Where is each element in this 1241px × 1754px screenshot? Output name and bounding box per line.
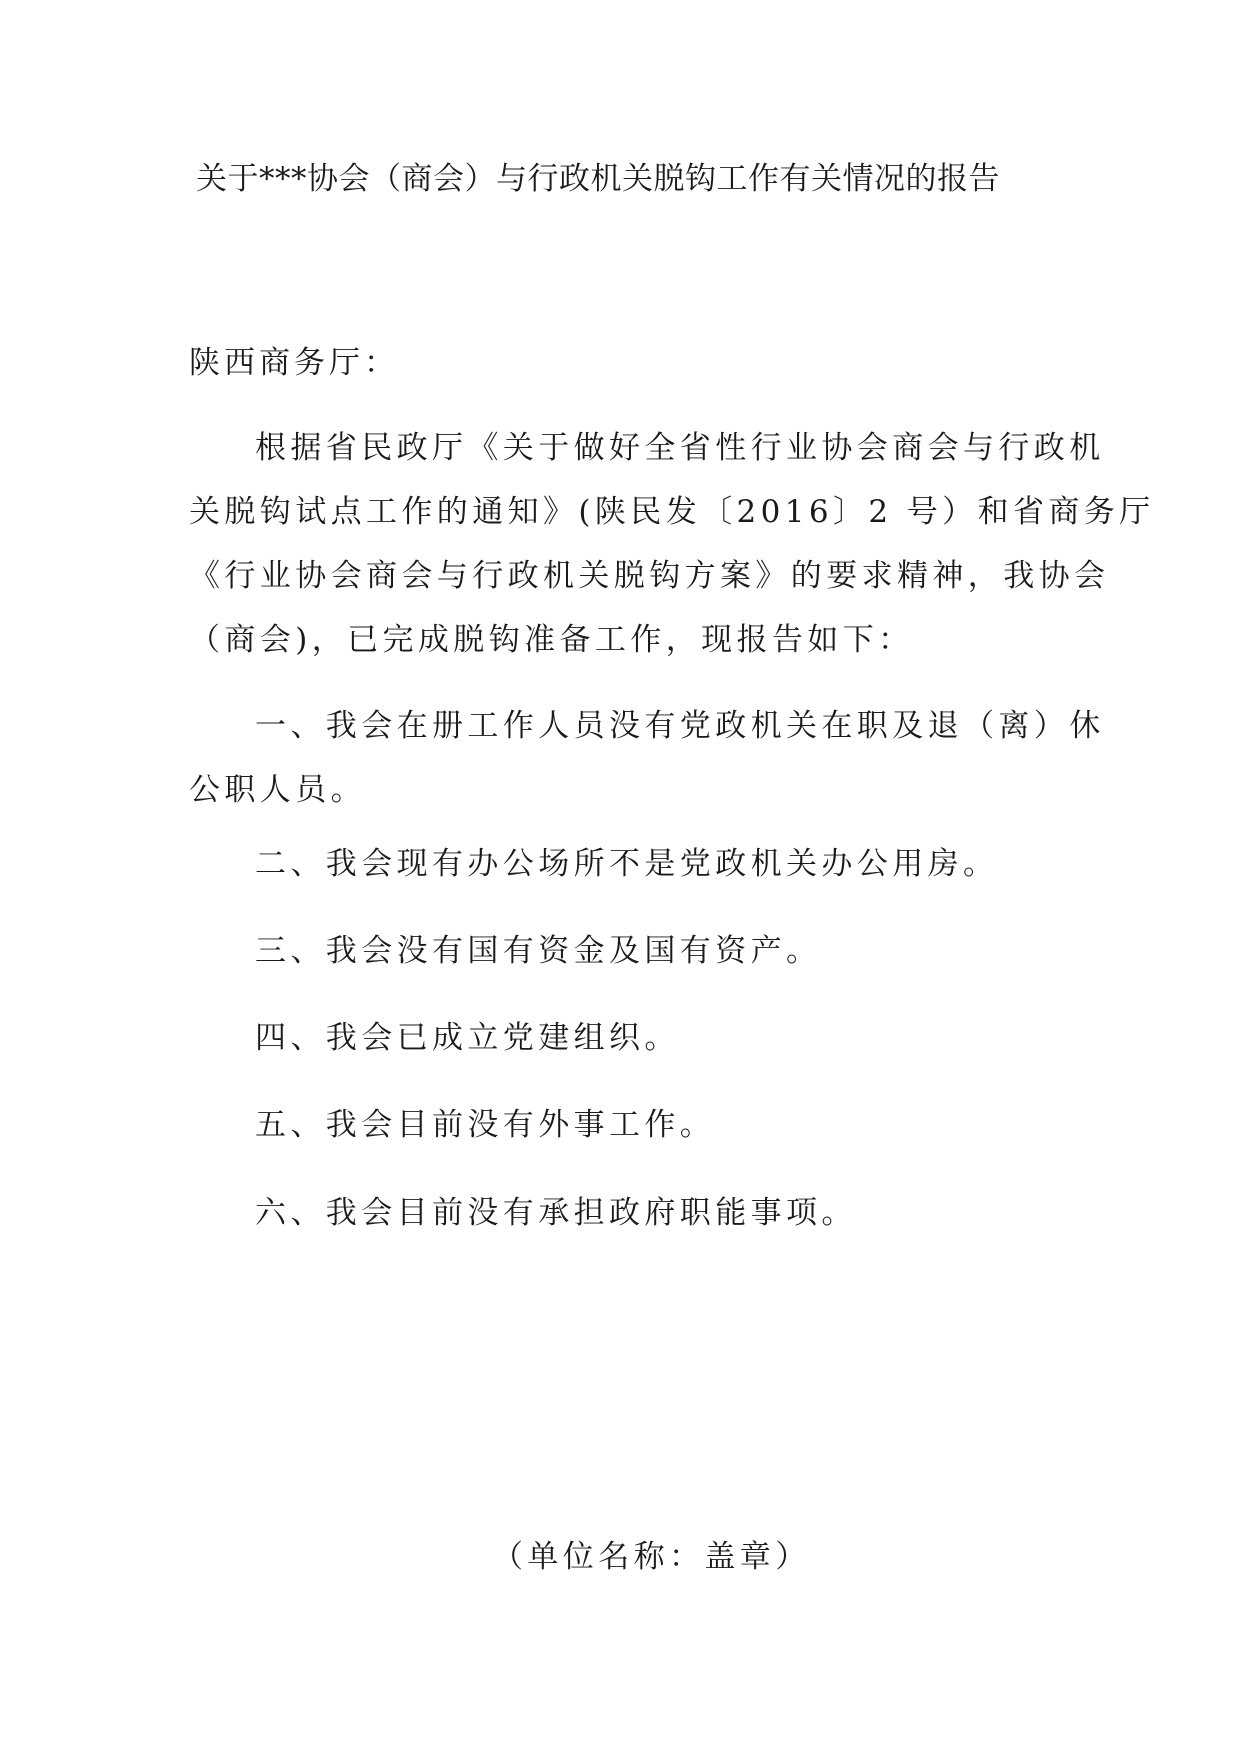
item-4-paragraph: 四、我会已成立党建组织。	[255, 1020, 680, 1056]
intro-line-1: 根据省民政厅《关于做好全省性行业协会商会与行政机	[255, 430, 1105, 466]
item-5-paragraph: 五、我会目前没有外事工作。	[255, 1107, 716, 1143]
document-title: 关于***协会（商会）与行政机关脱钩工作有关情况的报告	[196, 161, 1000, 197]
item-3-paragraph: 三、我会没有国有资金及国有资产。	[255, 933, 822, 969]
salutation: 陕西商务厅：	[189, 345, 399, 381]
intro-paragraph	[189, 416, 1155, 672]
intro-line-4: （商会)，已完成脱钩准备工作，现报告如下：	[189, 622, 914, 658]
intro-line-3: 《行业协会商会与行政机关脱钩方案》的要求精神，我协会	[189, 558, 1110, 594]
item-1-line-2: 公职人员。	[189, 772, 366, 808]
signature-seal-line: （单位名称：盖章）	[492, 1539, 811, 1575]
intro-line-2: 关脱钩试点工作的通知》(陕民发〔2016〕2 号）和省商务厅	[189, 494, 1155, 530]
item-6-paragraph: 六、我会目前没有承担政府职能事项。	[255, 1195, 857, 1231]
item-2-paragraph: 二、我会现有办公场所不是党政机关办公用房。	[255, 846, 999, 882]
item-1-paragraph	[189, 694, 1105, 822]
item-1-line-1: 一、我会在册工作人员没有党政机关在职及退（离）休	[255, 708, 1105, 744]
